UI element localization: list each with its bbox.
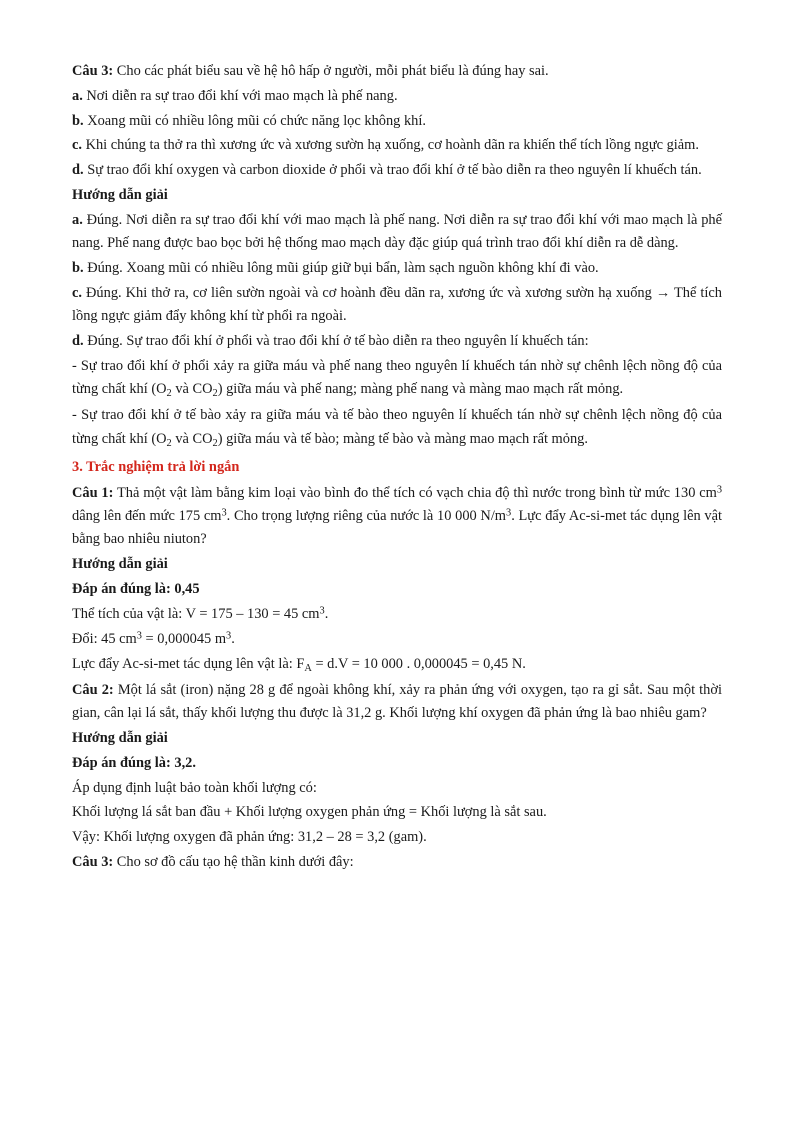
solution-c-label: c. xyxy=(72,284,82,301)
question-3-label: Câu 3: xyxy=(72,63,114,79)
question-2-label: Câu 2: xyxy=(72,681,114,698)
document-body xyxy=(72,60,722,874)
solution-1-line-2-a: Đổi: 45 cm xyxy=(72,630,137,647)
solution-1-line-3-sub: A xyxy=(304,662,312,674)
solution-b-text: Đúng. Xoang mũi có nhiều lông mũi giúp giữ bụi bẩn, làm sạch nguồn không khí đi vào. xyxy=(83,260,599,277)
question-3-prompt xyxy=(72,60,722,83)
question-1-text-d: . Lực đẩy Ac-si-met tác dụng lên vật bằng bao nhiêu niuton? xyxy=(72,508,723,548)
bullet-1-part-a: - Sự trao đổi khí ở phổi xảy ra giữa máu và phế nang theo nguyên lí khuếch tán nhờ sự chênh lệch nồng độ của từng chất khí (O xyxy=(72,357,722,398)
statement-b-text: Xoang mũi có nhiều lông mũi có chức năng lọc không khí. xyxy=(83,112,426,129)
statement-a xyxy=(72,85,722,108)
answer-key-2: Đáp án đúng là: 3,2. xyxy=(72,754,196,771)
solution-1-line-2-c: . xyxy=(231,630,235,647)
question-1-sup-3: 3 xyxy=(506,507,512,519)
statement-d-text: Sự trao đổi khí oxygen và carbon dioxide ở phổi và trao đổi khí ở tế bào diễn ra theo nguyên lí khuếch tán. xyxy=(83,162,702,179)
question-1-label: Câu 1: xyxy=(72,484,114,501)
solution-1-line-2-sup-2: 3 xyxy=(226,630,232,642)
question-1-sup-1: 3 xyxy=(716,484,722,496)
solution-a-label: a. xyxy=(72,211,83,228)
solution-1-line-3 xyxy=(72,653,722,678)
question-3b-text: Cho sơ đồ cấu tạo hệ thần kinh dưới đây: xyxy=(113,854,354,871)
answer-key-1: Đáp án đúng là: 0,45 xyxy=(72,581,200,598)
question-2-text: Một lá sắt (iron) nặng 28 g để ngoài không khí, xảy ra phản ứng với oxygen, tạo ra gỉ sắt. Sau một thời gian, cân lại lá sắt, thấy khối lượng thu được là 31,2 g. Khối lượng khí oxygen đã phản ứng là bao nhiêu gam? xyxy=(72,681,722,722)
solution-heading-3: Hướng dẫn giải xyxy=(72,729,168,746)
solution-a xyxy=(72,209,722,256)
solution-d-bullet-2 xyxy=(72,404,722,452)
statement-a-label: a. xyxy=(72,87,83,104)
question-3b-prompt xyxy=(72,851,722,874)
solution-2-line-3: Vậy: Khối lượng oxygen đã phản ứng: 31,2 – 28 = 3,2 (gam). xyxy=(72,829,427,846)
statement-b-label: b. xyxy=(72,112,84,129)
solution-2-line-2: Khối lượng lá sắt ban đầu + Khối lượng oxygen phản ứng = Khối lượng là sắt sau. xyxy=(72,804,547,821)
solution-1-line-3-a: Lực đẩy Ac-si-met tác dụng lên vật là: F xyxy=(72,655,305,672)
question-1-text-c: . Cho trọng lượng riêng của nước là 10 000 N/m xyxy=(226,508,507,525)
question-1-text-a: Thả một vật làm bằng kim loại vào bình đo thể tích có vạch chia độ thì nước trong bình từ mức 130 cm xyxy=(113,484,717,501)
question-1-sup-2: 3 xyxy=(221,507,227,519)
statement-a-text: Nơi diễn ra sự trao đổi khí với mao mạch là phế nang. xyxy=(82,87,398,104)
question-1-text-b: dâng lên đến mức 175 cm xyxy=(72,508,222,525)
solution-a-text: Đúng. Nơi diễn ra sự trao đổi khí với mao mạch là phế nang. Nơi diễn ra sự trao đổi khí với mao mạch là phế nang. Phế nang được bao bọc bởi hệ thống mao mạch dày đặc giúp quá trình trao đổi khí diễn ra dễ dàng. xyxy=(72,211,722,252)
bullet-1-part-c: ) giữa máu và phế nang; màng phế nang và màng mao mạch rất mỏng. xyxy=(217,381,624,398)
question-3-text: Cho các phát biểu sau về hệ hô hấp ở người, mỗi phát biểu là đúng hay sai. xyxy=(113,63,549,79)
statement-c-label: c. xyxy=(72,137,82,154)
solution-d-text: Đúng. Sự trao đổi khí ở phổi và trao đổi khí ở tế bào diễn ra theo nguyên lí khuếch tán: xyxy=(83,333,589,350)
bullet-2-part-c: ) giữa máu và tế bào; màng tế bào và màng mao mạch rất mỏng. xyxy=(217,430,588,447)
solution-1-line-2 xyxy=(72,628,722,651)
solution-1-line-1 xyxy=(72,603,722,626)
bullet-1-part-b: và CO xyxy=(171,381,213,398)
question-3b-label: Câu 3: xyxy=(72,854,114,871)
solution-c xyxy=(72,282,722,329)
solution-c-text: Đúng. Khi thở ra, cơ liên sườn ngoài và cơ hoành đều dãn ra, xương ức và xương sườn hạ xuống → Thể tích lồng ngực giảm đẩy không khí từ phổi ra ngoài. xyxy=(72,284,722,325)
statement-b xyxy=(72,110,722,133)
solution-2-line-1: Áp dụng định luật bảo toàn khối lượng có: xyxy=(72,779,317,796)
bullet-1-sub-o2: 2 xyxy=(166,388,172,400)
bullet-2-sub-co2: 2 xyxy=(212,437,218,449)
bullet-2-part-b: và CO xyxy=(171,430,213,447)
solution-d-bullet-1 xyxy=(72,355,722,403)
statement-d xyxy=(72,159,722,182)
bullet-2-sub-o2: 2 xyxy=(166,437,172,449)
solution-d-label: d. xyxy=(72,333,84,350)
question-2-prompt xyxy=(72,679,722,726)
section-heading-short-answer: 3. Trắc nghiệm trả lời ngắn xyxy=(72,459,240,476)
solution-1-line-2-b: = 0,000045 m xyxy=(141,630,227,647)
solution-b xyxy=(72,257,722,280)
statement-c-text: Khi chúng ta thở ra thì xương ức và xương sườn hạ xuống, cơ hoành dãn ra khiến thể tích lồng ngực giảm. xyxy=(82,137,699,154)
solution-1-line-1-sup: 3 xyxy=(319,605,325,617)
solution-heading-2: Hướng dẫn giải xyxy=(72,556,168,573)
statement-c xyxy=(72,134,722,157)
solution-b-label: b. xyxy=(72,260,84,277)
solution-1-line-3-b: = d.V = 10 000 . 0,000045 = 0,45 N. xyxy=(311,655,526,672)
solution-1-line-1-b: . xyxy=(324,605,329,622)
statement-d-label: d. xyxy=(72,162,84,179)
solution-1-line-1-a: Thể tích của vật là: V = 175 – 130 = 45 cm xyxy=(72,605,320,622)
bullet-1-sub-co2: 2 xyxy=(212,388,218,400)
solution-d xyxy=(72,330,722,353)
question-1-prompt xyxy=(72,482,722,552)
bullet-2-part-a: - Sự trao đổi khí ở tế bào xảy ra giữa máu và tế bào theo nguyên lí khuếch tán nhờ sự chênh lệch nồng độ của từng chất khí (O xyxy=(72,407,722,447)
solution-heading-1: Hướng dẫn giải xyxy=(72,187,168,204)
solution-1-line-2-sup-1: 3 xyxy=(136,630,142,642)
